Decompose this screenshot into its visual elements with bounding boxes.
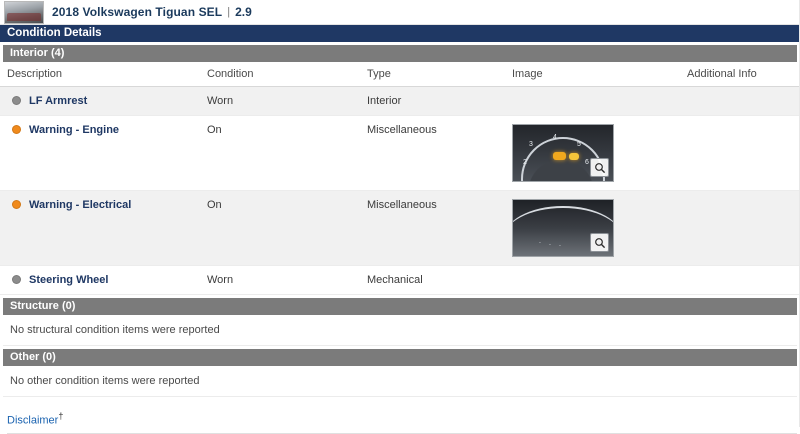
row-condition-cell: Worn [200, 266, 360, 295]
row-image-cell [505, 266, 680, 295]
row-image-cell [505, 87, 680, 116]
group-header-structure: Structure (0) [3, 298, 797, 315]
condition-item-link[interactable]: Steering Wheel [29, 274, 109, 286]
column-header-type: Type [360, 62, 505, 87]
row-description-cell [0, 87, 200, 116]
row-additional-info-cell [680, 266, 800, 295]
vehicle-thumbnail-image[interactable] [4, 1, 44, 24]
column-header-description: Description [0, 62, 200, 87]
group-header-other: Other (0) [3, 349, 797, 366]
row-type-cell: Miscellaneous [360, 116, 505, 191]
row-description-cell [0, 266, 200, 295]
condition-item-link[interactable]: Warning - Electrical [29, 199, 132, 211]
severity-dot-icon [12, 200, 21, 209]
row-image-cell [505, 116, 680, 191]
row-description-cell [0, 116, 200, 191]
table-row [0, 191, 800, 266]
table-row [0, 116, 800, 191]
structure-empty-message: No structural condition items were reported [3, 315, 797, 346]
vehicle-title: 2018 Volkswagen Tiguan SEL [52, 5, 223, 19]
disclaimer-row [7, 411, 797, 434]
row-condition-cell: On [200, 191, 360, 266]
vehicle-header [0, 0, 800, 25]
row-additional-info-cell [680, 191, 800, 266]
row-additional-info-cell [680, 116, 800, 191]
interior-condition-table [0, 62, 800, 295]
table-header-row [0, 62, 800, 87]
zoom-icon[interactable] [590, 233, 609, 252]
severity-dot-icon [12, 275, 21, 284]
row-type-cell: Miscellaneous [360, 191, 505, 266]
instrument-cluster-photo[interactable]: 2 3 4 5 6 [512, 124, 614, 182]
condition-item-link[interactable]: Warning - Engine [29, 124, 120, 136]
disclaimer-marker: † [58, 411, 64, 421]
column-header-additional-info: Additional Info [680, 62, 800, 87]
row-additional-info-cell [680, 87, 800, 116]
condition-item-link[interactable]: LF Armrest [29, 95, 88, 107]
disclaimer-link[interactable]: Disclaimer [7, 414, 59, 427]
column-header-image: Image [505, 62, 680, 87]
severity-dot-icon [12, 96, 21, 105]
other-empty-message: No other condition items were reported [3, 366, 797, 397]
table-row [0, 266, 800, 295]
row-condition-cell: Worn [200, 87, 360, 116]
row-description-cell [0, 191, 200, 266]
zoom-icon[interactable] [590, 158, 609, 177]
dashboard-photo[interactable]: . . . [512, 199, 614, 257]
vehicle-condition-score: 2.9 [235, 5, 252, 19]
row-condition-cell: On [200, 116, 360, 191]
group-header-interior: Interior (4) [3, 45, 797, 62]
column-header-condition: Condition [200, 62, 360, 87]
condition-details-header: Condition Details [0, 25, 800, 42]
row-image-cell [505, 191, 680, 266]
table-row [0, 87, 800, 116]
severity-dot-icon [12, 125, 21, 134]
row-type-cell: Mechanical [360, 266, 505, 295]
row-type-cell: Interior [360, 87, 505, 116]
title-separator: | [227, 6, 231, 18]
